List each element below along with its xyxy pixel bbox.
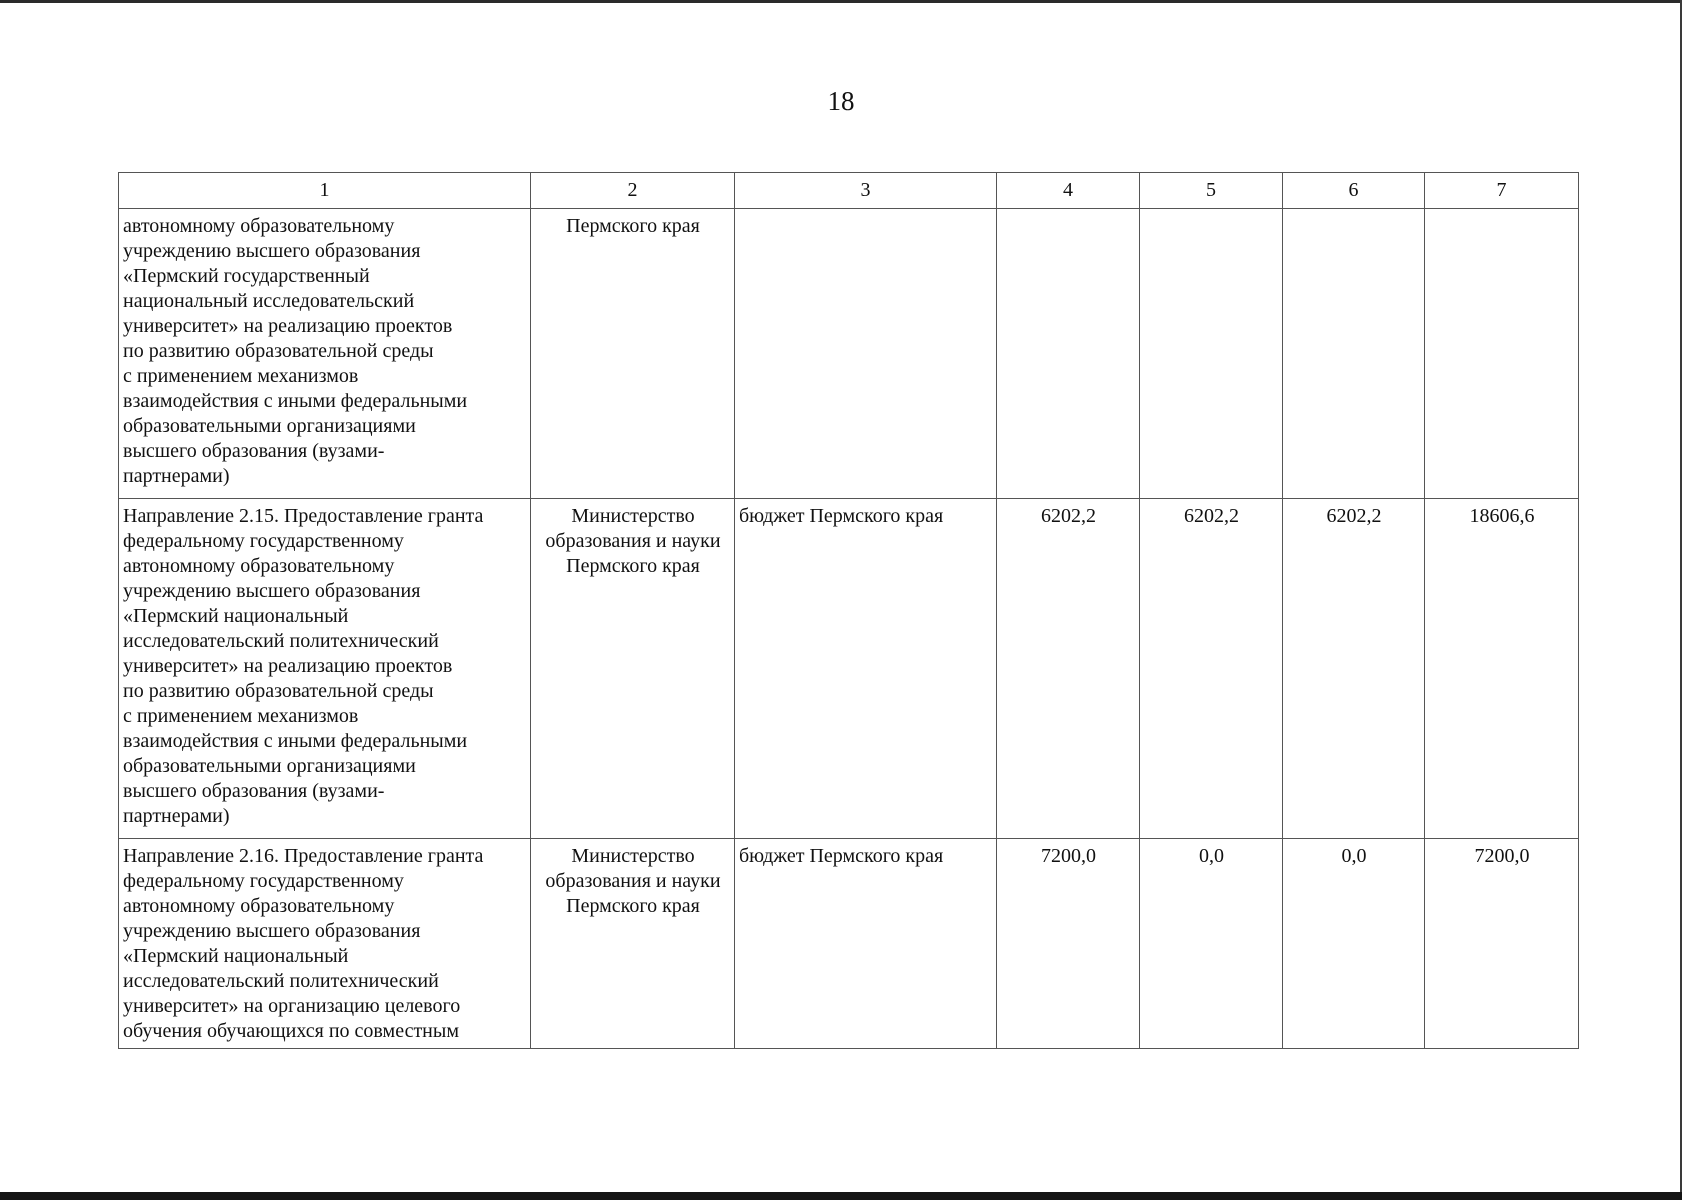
responsible-organization: Пермского края — [531, 209, 735, 499]
value-col-6: 6202,2 — [1283, 499, 1425, 839]
value-col-7-total — [1425, 209, 1579, 499]
table-row — [119, 209, 1579, 499]
value-col-4: 6202,2 — [997, 499, 1140, 839]
scan-edge-bottom — [0, 1192, 1682, 1200]
header-cell-6: 6 — [1283, 173, 1425, 209]
program-funding-table — [118, 172, 1579, 1049]
funding-source: бюджет Пермского края — [735, 499, 997, 839]
value-col-5 — [1140, 209, 1283, 499]
header-row — [119, 173, 1579, 209]
value-col-4 — [997, 209, 1140, 499]
value-col-7-total: 7200,0 — [1425, 839, 1579, 1049]
header-cell-2: 2 — [531, 173, 735, 209]
value-col-6: 0,0 — [1283, 839, 1425, 1049]
page-number: 18 — [827, 86, 855, 116]
direction-description: Направление 2.16. Предоставление гранта федеральному государственному автономному образовательному учреждению высшего образования «Пермский национальный исследовательский политехнический университет» на организацию целевого обучения обучающихся по совместным — [119, 839, 531, 1049]
direction-description: автономному образовательному учреждению высшего образования «Пермский государственный национальный исследовательский университет» на реализацию проектов по развитию образовательной среды с применением механизмов взаимодействия с иными федеральными образовательными организациями высшего образования (вузами- партнерами) — [119, 209, 531, 499]
value-col-5: 6202,2 — [1140, 499, 1283, 839]
value-col-6 — [1283, 209, 1425, 499]
direction-description: Направление 2.15. Предоставление гранта федеральному государственному автономному образовательному учреждению высшего образования «Пермский национальный исследовательский политехнический университет» на реализацию проектов по развитию образовательной среды с применением механизмов взаимодействия с иными федеральными образовательными организациями высшего образования (вузами- партнерами) — [119, 499, 531, 839]
header-cell-7: 7 — [1425, 173, 1579, 209]
funding-source: бюджет Пермского края — [735, 839, 997, 1049]
responsible-organization: Министерство образования и науки Пермского края — [531, 499, 735, 839]
header-cell-3: 3 — [735, 173, 997, 209]
value-col-5: 0,0 — [1140, 839, 1283, 1049]
header-cell-1: 1 — [119, 173, 531, 209]
table-row — [119, 839, 1579, 1049]
header-cell-5: 5 — [1140, 173, 1283, 209]
funding-source — [735, 209, 997, 499]
responsible-organization: Министерство образования и науки Пермского края — [531, 839, 735, 1049]
scan-edge-top — [0, 0, 1682, 3]
header-cell-4: 4 — [997, 173, 1140, 209]
table-row — [119, 499, 1579, 839]
value-col-7-total: 18606,6 — [1425, 499, 1579, 839]
value-col-4: 7200,0 — [997, 839, 1140, 1049]
